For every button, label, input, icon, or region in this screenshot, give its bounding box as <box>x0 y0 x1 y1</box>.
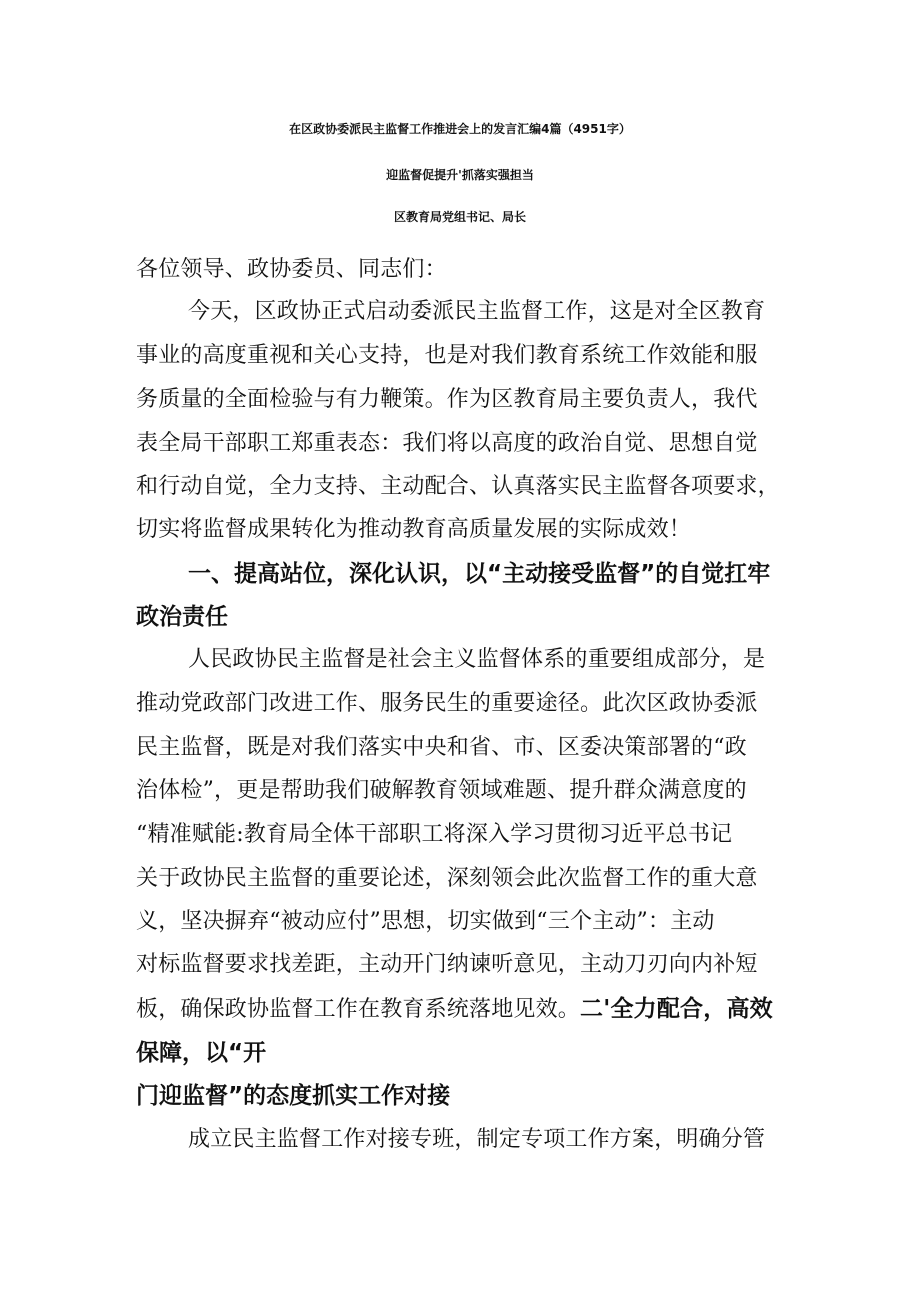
document-title: 在区政协委派民主监督工作推进会上的发言汇编4篇（4951字） <box>289 122 631 136</box>
paragraph-text: 板，确保政协监督工作在教育系统落地见效。 <box>136 997 581 1022</box>
section-heading: 保障，以“开 <box>136 1040 267 1066</box>
paragraph-line: 义，坚决摒弃“被动应付”思想，切实做到“三个主动”：主动 <box>136 909 715 934</box>
paragraph-line: 推动党政部门改进工作、服务民生的重要途径。此次区政协委派 <box>136 691 758 716</box>
paragraph-line: 人民政协民主监督是社会主义监督体系的重要组成部分，是 <box>188 647 766 672</box>
paragraph-line: 成立民主监督工作对接专班，制定专项工作方案，明确分管 <box>188 1127 766 1152</box>
section-heading: 政治责任 <box>136 604 228 630</box>
paragraph-line: 治体检”，更是帮助我们破解教育领域难题、提升群众满意度的 <box>136 778 747 803</box>
paragraph-line: 和行动自觉，全力支持、主动配合、认真落实民主监督各项要求， <box>136 474 780 499</box>
paragraph-line: 务质量的全面检验与有力鞭策。作为区教育局主要负责人，我代 <box>136 387 758 412</box>
paragraph-line: 关于政协民主监督的重要论述，深刻领会此次监督工作的重大意 <box>136 866 758 891</box>
paragraph-line: 民主监督，既是对我们落实中央和省、市、区委决策部署的“政 <box>136 735 747 760</box>
paragraph-line: 对标监督要求找差距，主动开门纳谏听意见，主动刀刃向内补短 <box>136 952 758 977</box>
salutation: 各位领导、政协委员、同志们： <box>136 257 447 282</box>
paragraph-line: 今天，区政协正式启动委派民主监督工作，这是对全区教育 <box>188 299 766 324</box>
paragraph-line-mixed <box>136 990 773 1023</box>
paragraph-line: 事业的高度重视和关心支持，也是对我们教育系统工作效能和服 <box>136 343 758 368</box>
paragraph-line: 表全局干部职工郑重表态：我们将以高度的政治自觉、思想自觉 <box>136 431 758 456</box>
paragraph-line: “精准赋能:教育局全体干部职工将深入学习贯彻习近平总书记 <box>136 822 733 847</box>
section-heading-inline: 二'全力配合，高效 <box>580 996 773 1022</box>
section-heading: 一、提高站位，深化认识，以“主动接受监督”的自觉扛牢 <box>188 561 771 587</box>
speaker-line: 区教育局党组书记、局长 <box>393 210 526 224</box>
section-heading: 门迎监督”的态度抓实工作对接 <box>136 1083 451 1109</box>
document-subtitle: 迎监督促提升'抓落实强担当 <box>386 168 534 182</box>
paragraph-line: 切实将监督成果转化为推动教育高质量发展的实际成效！ <box>136 517 692 542</box>
